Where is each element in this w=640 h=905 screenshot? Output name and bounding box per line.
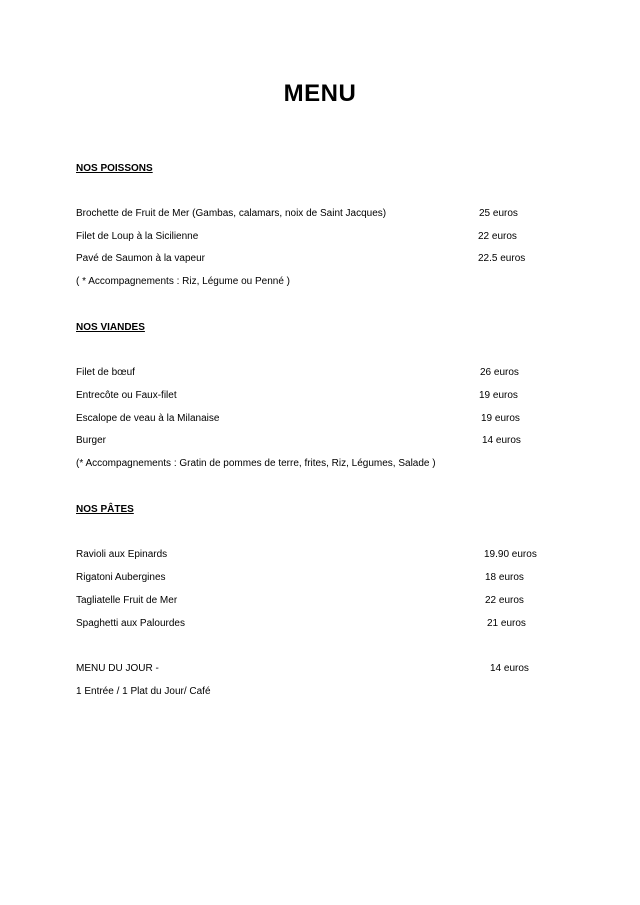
item-price: 22 euros <box>485 595 524 606</box>
section-heading-pates: NOS PÂTES <box>76 504 134 515</box>
section-heading-viandes: NOS VIANDES <box>76 322 145 333</box>
menu-item <box>76 412 596 426</box>
menu-item <box>76 252 596 266</box>
menu-item <box>76 434 596 448</box>
item-name: Ravioli aux Epinards <box>76 549 168 560</box>
item-price: 26 euros <box>480 367 519 378</box>
accompaniments-note: (* Accompagnements : Gratin de pommes de terre, frites, Riz, Légumes, Salade ) <box>76 458 436 469</box>
menu-du-jour-price: 14 euros <box>490 663 529 674</box>
item-price: 19.90 euros <box>484 549 537 560</box>
item-name: Tagliatelle Fruit de Mer <box>76 595 178 606</box>
item-name: Burger <box>76 435 107 446</box>
menu-item <box>76 548 596 562</box>
item-price: 21 euros <box>487 618 526 629</box>
menu-item <box>76 366 596 380</box>
item-price: 18 euros <box>485 572 524 583</box>
menu-du-jour-detail: 1 Entrée / 1 Plat du Jour/ Café <box>76 686 211 697</box>
item-price: 25 euros <box>479 208 518 219</box>
menu-item <box>76 230 596 244</box>
page-title: MENU <box>283 80 357 107</box>
item-price: 22.5 euros <box>478 253 526 264</box>
menu-item <box>76 389 596 403</box>
item-name: Pavé de Saumon à la vapeur <box>76 253 205 264</box>
menu-du-jour <box>76 662 596 676</box>
item-price: 19 euros <box>479 390 518 401</box>
menu-item <box>76 594 596 608</box>
menu-du-jour-label: MENU DU JOUR - <box>76 663 159 674</box>
item-name: Spaghetti aux Palourdes <box>76 618 185 629</box>
item-name: Filet de bœuf <box>76 367 135 378</box>
section-heading-poissons: NOS POISSONS <box>76 163 153 174</box>
item-name: Brochette de Fruit de Mer (Gambas, calamars, noix de Saint Jacques) <box>76 208 387 219</box>
item-price: 14 euros <box>482 435 521 446</box>
item-name: Rigatoni Aubergines <box>76 572 166 583</box>
menu-item <box>76 571 596 585</box>
accompaniments-note: ( * Accompagnements : Riz, Légume ou Penné ) <box>76 276 291 287</box>
item-name: Filet de Loup à la Sicilienne <box>76 231 199 242</box>
item-price: 19 euros <box>481 413 520 424</box>
item-name: Entrecôte ou Faux-filet <box>76 390 177 401</box>
item-name: Escalope de veau à la Milanaise <box>76 413 220 424</box>
menu-item <box>76 207 596 221</box>
item-price: 22 euros <box>478 231 517 242</box>
menu-item <box>76 617 596 631</box>
